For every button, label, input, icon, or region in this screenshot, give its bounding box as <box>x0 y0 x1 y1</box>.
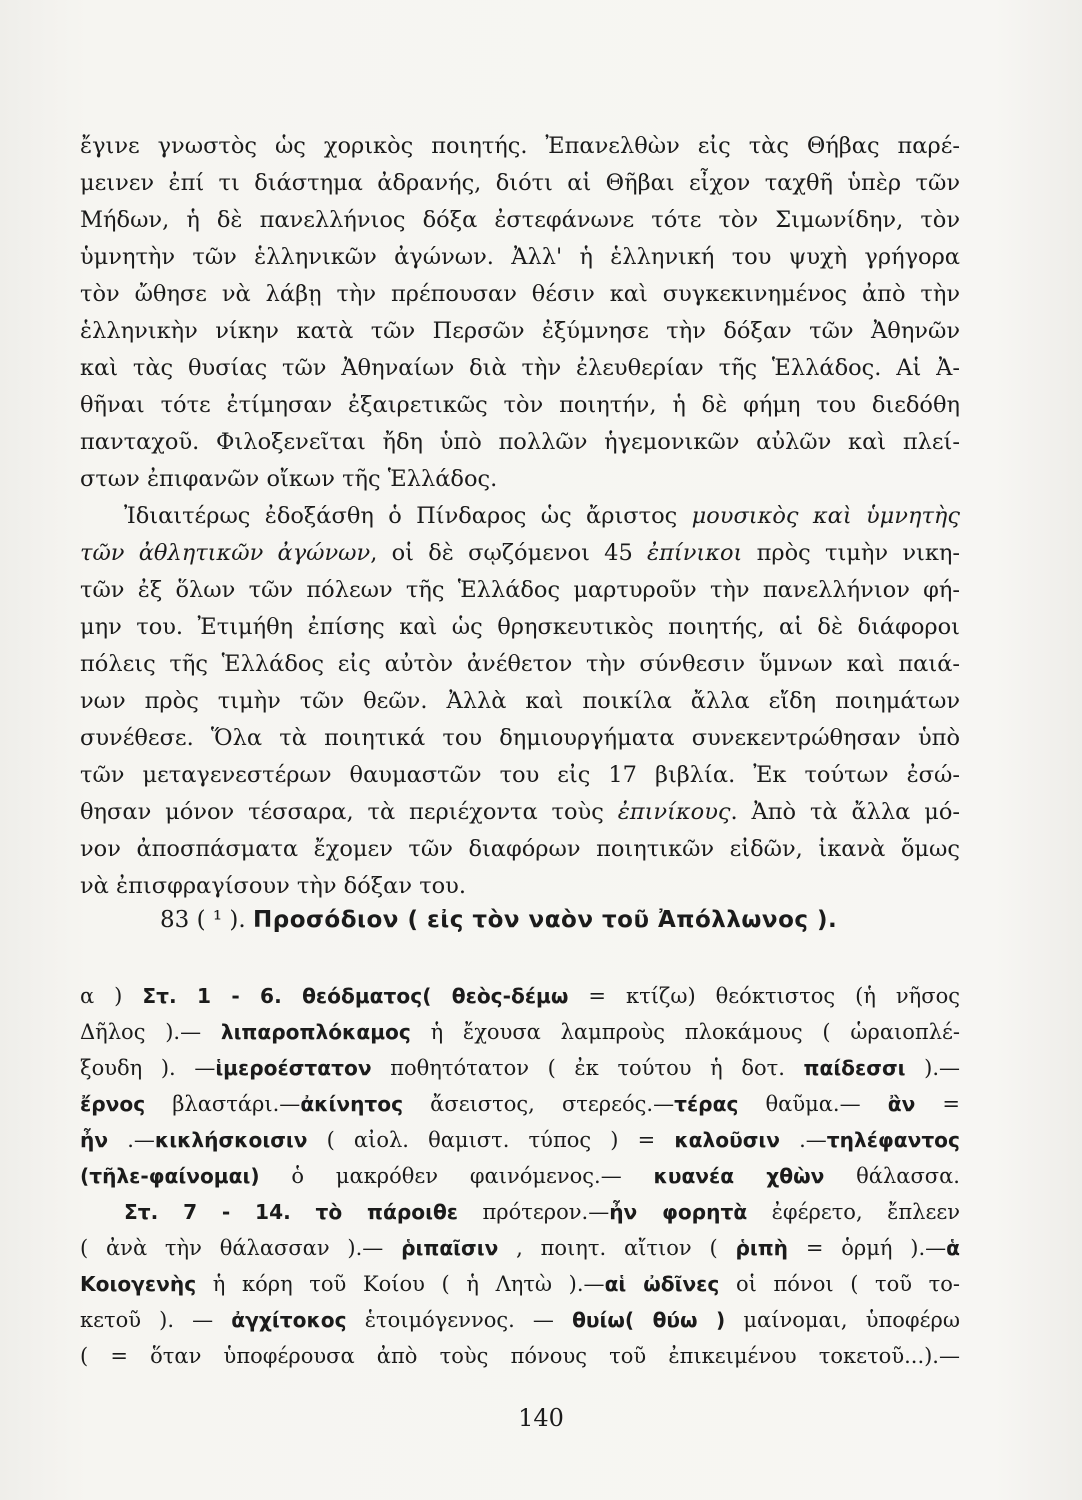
bold-term: τηλέφαντος <box>826 1128 960 1152</box>
bold-term: τέρας <box>674 1092 739 1116</box>
text-run: θαῦμα.— <box>738 1092 888 1116</box>
bold-term: ἁ <box>946 1236 960 1260</box>
text-run: ).— <box>905 1056 960 1080</box>
text-line <box>80 794 960 831</box>
text-run: ποθητότατον ( ἐκ τούτου ἡ δοτ. <box>371 1056 804 1080</box>
note-line <box>80 1338 960 1374</box>
text-run: = ὁρμή ).— <box>788 1236 947 1260</box>
text-run: Δῆλος ).— <box>80 1020 221 1044</box>
bold-term: κικλήσκοισιν <box>154 1128 308 1152</box>
bold-term: παίδεσσι <box>803 1056 906 1080</box>
text-line: πόλεις τῆς Ἑλλάδος εἰς αὐτὸν ἀνέθετον τὴν σύνθεσιν ὕμνων καὶ παιά- <box>80 651 960 677</box>
text-run: . Ἀπὸ τὰ ἄλλα μό- <box>730 799 960 825</box>
text-run: ἡ κόρη τοῦ Κοίου ( ἡ Λητὼ ).— <box>196 1272 605 1296</box>
text-run: .— <box>779 1128 827 1152</box>
section-heading <box>160 900 920 940</box>
bold-term: αἱ ὠδῖνες <box>604 1272 720 1296</box>
note-line <box>80 1122 960 1158</box>
note-line <box>80 1014 960 1050</box>
text-run: , ποιητ. αἴτιον ( <box>498 1236 736 1260</box>
section-number: 83 ( ¹ ). <box>160 907 246 933</box>
note-line <box>80 1158 960 1194</box>
text-run: ξουδη ). — <box>80 1056 216 1080</box>
text-line: νον ἀποσπάσματα ἔχομεν τῶν διαφόρων ποιητικῶν εἰδῶν, ἱκανὰ ὅμως <box>80 836 960 862</box>
bold-term: Στ. 1 - 6. θεόδματος <box>142 984 423 1008</box>
text-run: ἑτοιμόγεννος. — <box>346 1308 573 1332</box>
bold-term: λιπαροπλόκαμος <box>220 1020 411 1044</box>
bold-term: ἔρνος <box>80 1092 146 1116</box>
text-run: , οἱ δὲ σῳζόμενοι 45 <box>370 540 648 566</box>
bold-term: ῥιπὴ <box>735 1236 789 1260</box>
text-line: τὸν ὤθησε νὰ λάβῃ τὴν πρέπουσαν θέσιν καὶ συγκεκινημένος ἀπὸ τὴν <box>80 281 960 307</box>
bold-term: ἂν <box>887 1092 916 1116</box>
bold-term: ῥιπαῖσιν <box>401 1236 499 1260</box>
text-run: .— <box>108 1128 155 1152</box>
text-run: ἐφέρετο, ἔπλεεν <box>747 1200 960 1224</box>
bold-term: ἀκίνητος <box>300 1092 404 1116</box>
note-line <box>80 1230 960 1266</box>
text-run: = κτίζω) θεόκτιστος (ἡ νῆσος <box>568 984 961 1008</box>
text-line: νων πρὸς τιμὴν τῶν θεῶν. Ἀλλὰ καὶ ποικίλα ἄλλα εἴδη ποιημάτων <box>80 688 960 714</box>
bold-term: ( <box>422 984 452 1008</box>
text-run: μαίνομαι, ὑποφέρω <box>725 1308 960 1332</box>
text-line: τῶν μεταγενεστέρων θαυμαστῶν του εἰς 17 βιβλία. Ἐκ τούτων ἐσώ- <box>80 762 960 788</box>
text-run: = <box>915 1092 960 1116</box>
text-run: Ἰδιαιτέρως ἐδοξάσθη ὁ Πίνδαρος ὡς ἄριστος <box>124 503 692 529</box>
text-line: πανταχοῦ. Φιλοξενεῖται ἤδη ὑπὸ πολλῶν ἡγεμονικῶν αὐλῶν καὶ πλεί- <box>80 429 960 455</box>
text-run: ( = ὅταν ὑποφέρουσα ἀπὸ τοὺς πόνους τοῦ ἐπικειμένου τοκετοῦ...).— <box>80 1344 960 1368</box>
text-line: νὰ ἐπισφραγίσουν τὴν δόξαν του. <box>80 873 467 899</box>
italic-run: ἐπινίκους <box>617 799 731 825</box>
text-run: κετοῦ ). — <box>80 1308 232 1332</box>
text-line <box>80 535 960 572</box>
text-line: ἑλληνικὴν νίκην κατὰ τῶν Περσῶν ἐξύμνησε τὴν δόξαν τῶν Ἀθηνῶν <box>80 318 960 344</box>
bold-term: θεὸς-δέμω <box>451 984 569 1008</box>
bold-term: καλοῦσιν <box>674 1128 780 1152</box>
text-line <box>80 498 960 535</box>
text-line: καὶ τὰς θυσίας τῶν Ἀθηναίων διὰ τὴν ἐλευθερίαν τῆς Ἑλλάδος. Αἱ Ἀ- <box>80 355 960 381</box>
bold-term: κυανέα χθὼν <box>653 1164 825 1188</box>
paragraph-1 <box>80 128 960 498</box>
bold-term: ἦν <box>80 1128 109 1152</box>
italic-run: μουσικὸς καὶ ὑμνητὴς <box>691 503 960 529</box>
italic-run: ἐπίνικοι <box>647 540 743 566</box>
bold-term: θυίω( θύω ) <box>572 1308 726 1332</box>
text-run: ὁ μακρόθεν φαινόμενος.— <box>259 1164 654 1188</box>
text-line: ὑμνητὴν τῶν ἑλληνικῶν ἀγώνων. Ἀλλ' ἡ ἑλληνική του ψυχὴ γρήγορα <box>80 244 960 270</box>
paragraph-2 <box>80 498 960 905</box>
bold-term: ἱμεροέστατον <box>215 1056 372 1080</box>
bold-term: ἦν φορητὰ <box>609 1200 748 1224</box>
text-run: α ) <box>80 984 143 1008</box>
note-line <box>80 1050 960 1086</box>
text-line: μεινεν ἐπί τι διάστημα ἀδρανής, διότι αἱ Θῆβαι εἶχον ταχθῆ ὑπὲρ τῶν <box>80 170 960 196</box>
text-line: στων ἐπιφανῶν οἴκων τῆς Ἑλλάδος. <box>80 466 498 492</box>
bold-term: ἀγχίτοκος <box>231 1308 347 1332</box>
text-run: ( ἀνὰ τὴν θάλασσαν ).— <box>80 1236 402 1260</box>
text-line: ἔγινε γνωστὸς ὡς χορικὸς ποιητής. Ἐπανελθὼν εἰς τὰς Θήβας παρέ- <box>80 133 960 159</box>
page-number: 140 <box>518 1404 564 1432</box>
commentary-notes <box>80 978 960 1374</box>
text-run: οἱ πόνοι ( τοῦ το- <box>719 1272 961 1296</box>
text-line: μην του. Ἐτιμήθη ἐπίσης καὶ ὡς θρησκευτικὸς ποιητής, αἱ δὲ διάφοροι <box>80 614 960 640</box>
text-line: θῆναι τότε ἐτίμησαν ἐξαιρετικῶς τὸν ποιητήν, ἡ δὲ φήμη του διεδόθη <box>80 392 960 418</box>
note-line <box>80 978 960 1014</box>
note-line <box>80 1086 960 1122</box>
text-run: πρότερον.— <box>458 1200 610 1224</box>
note-line <box>80 1266 960 1302</box>
text-run: βλαστάρι.— <box>145 1092 301 1116</box>
bold-term: (τῆλε-φαίνομαι) <box>80 1164 260 1188</box>
text-line: συνέθεσε. Ὅλα τὰ ποιητικά του δημιουργήματα συνεκεντρώθησαν ὑπὸ <box>80 725 960 751</box>
note-line <box>80 1302 960 1338</box>
italic-run: τῶν ἀθλητικῶν ἀγώνων <box>80 540 371 566</box>
text-run: θησαν μόνον τέσσαρα, τὰ περιέχοντα τοὺς <box>80 799 618 825</box>
text-run: ἄσειστος, στερεός.— <box>403 1092 675 1116</box>
bold-term: Στ. 7 - 14. τὸ πάροιθε <box>124 1200 459 1224</box>
text-line: Μήδων, ἡ δὲ πανελλήνιος δόξα ἐστεφάνωνε τότε τὸν Σιμωνίδην, τὸν <box>80 207 960 233</box>
text-run: ( αἰολ. θαμιστ. τύπος ) = <box>307 1128 675 1152</box>
note-line <box>80 1194 960 1230</box>
text-line: τῶν ἐξ ὅλων τῶν πόλεων τῆς Ἑλλάδος μαρτυροῦν τὴν πανελλήνιον φή- <box>80 577 960 603</box>
bold-term: Κοιογενὴς <box>80 1272 197 1296</box>
section-title: Προσόδιον ( εἰς τὸν ναὸν τοῦ Ἀπόλλωνος ). <box>253 907 838 933</box>
text-run: πρὸς τιμὴν νικη- <box>742 540 960 566</box>
text-run: ἡ ἔχουσα λαμπροὺς πλοκάμους ( ὡραιοπλέ- <box>410 1020 960 1044</box>
text-run: θάλασσα. <box>824 1164 960 1188</box>
